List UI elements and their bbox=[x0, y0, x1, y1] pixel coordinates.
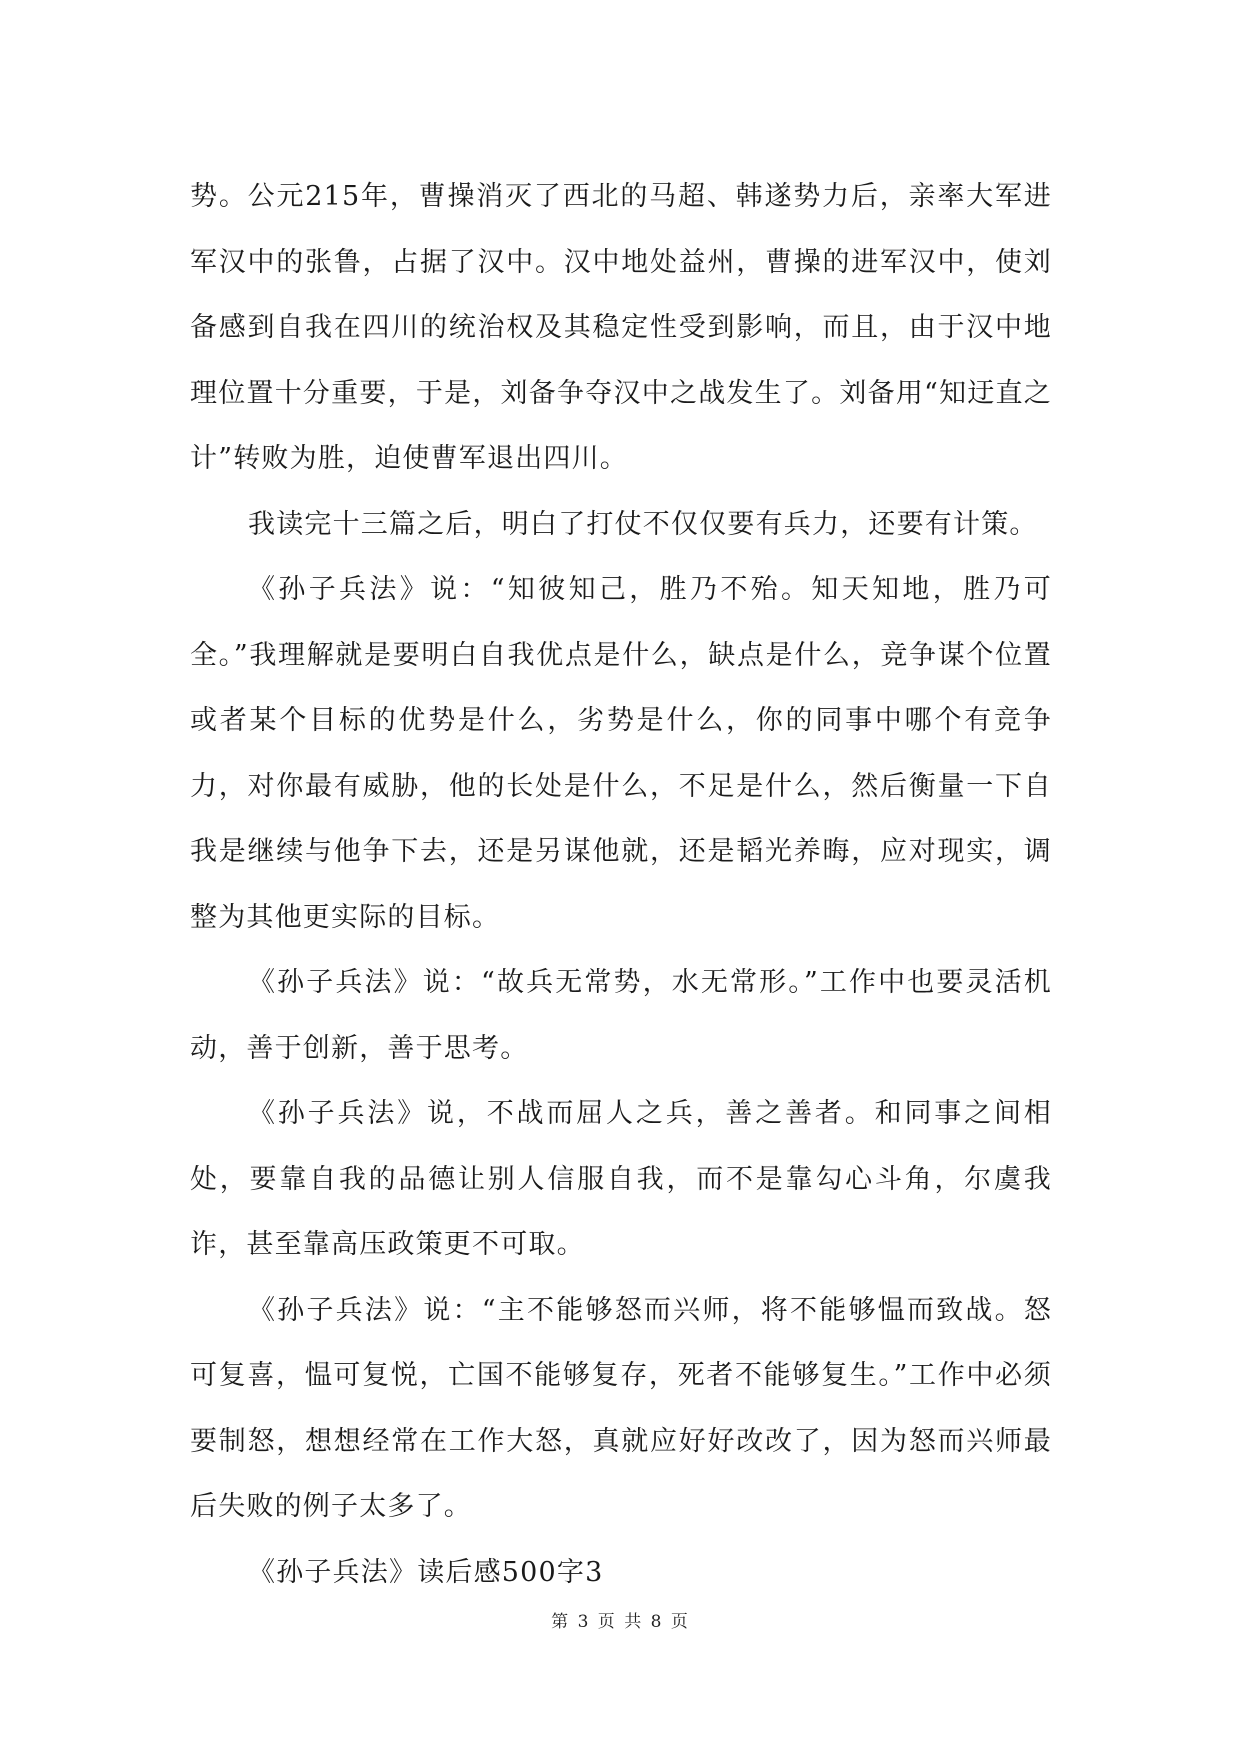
paragraph-control-anger: 《孙子兵法》说：“主不能够怒而兴师，将不能够愠而致战。怒可复喜，愠可复悦，亡国不能够复存，死者不能够复生。”工作中必须要制怒，想想经常在工作大怒，真就应好好改改了，因为怒而兴师最后失败的例子太多了。 bbox=[190, 1294, 1052, 1522]
paragraph-reading-reflection: 我读完十三篇之后，明白了打仗不仅仅要有兵力，还要有计策。 bbox=[248, 508, 1038, 540]
page-number-footer: 第 3 页 共 8 页 bbox=[551, 1612, 690, 1632]
paragraph-win-without-fighting: 《孙子兵法》说，不战而屈人之兵，善之善者。和同事之间相处，要靠自我的品德让别人信服自我，而不是靠勾心斗角，尔虞我诈，甚至靠高压政策更不可取。 bbox=[190, 1098, 1052, 1260]
section-heading: 《孙子兵法》读后感500字3 bbox=[248, 1556, 604, 1588]
paragraph-no-constant-form: 《孙子兵法》说：“故兵无常势，水无常形。”工作中也要灵活机动，善于创新，善于思考。 bbox=[190, 967, 1052, 1064]
paragraph-know-yourself: 《孙子兵法》说：“知彼知己，胜乃不殆。知天知地，胜乃可全。”我理解就是要明白自我优点是什么，缺点是什么，竞争谋个位置或者某个目标的优势是什么，劣势是什么，你的同事中哪个有竞争力，对你最有威胁，他的长处是什么，不足是什么，然后衡量一下自我是继续与他争下去，还是另谋他就，还是韬光养晦，应对现实，调整为其他更实际的目标。 bbox=[190, 574, 1052, 933]
paragraph-continuation: 势。公元215年，曹操消灭了西北的马超、韩遂势力后，亲率大军进军汉中的张鲁，占据了汉中。汉中地处益州，曹操的进军汉中，使刘备感到自我在四川的统治权及其稳定性受到影响，而且，由于汉中地理位置十分重要，于是，刘备争夺汉中之战发生了。刘备用“知迂直之计”转败为胜，迫使曹军退出四川。 bbox=[190, 181, 1052, 474]
document-body bbox=[190, 164, 1052, 1605]
